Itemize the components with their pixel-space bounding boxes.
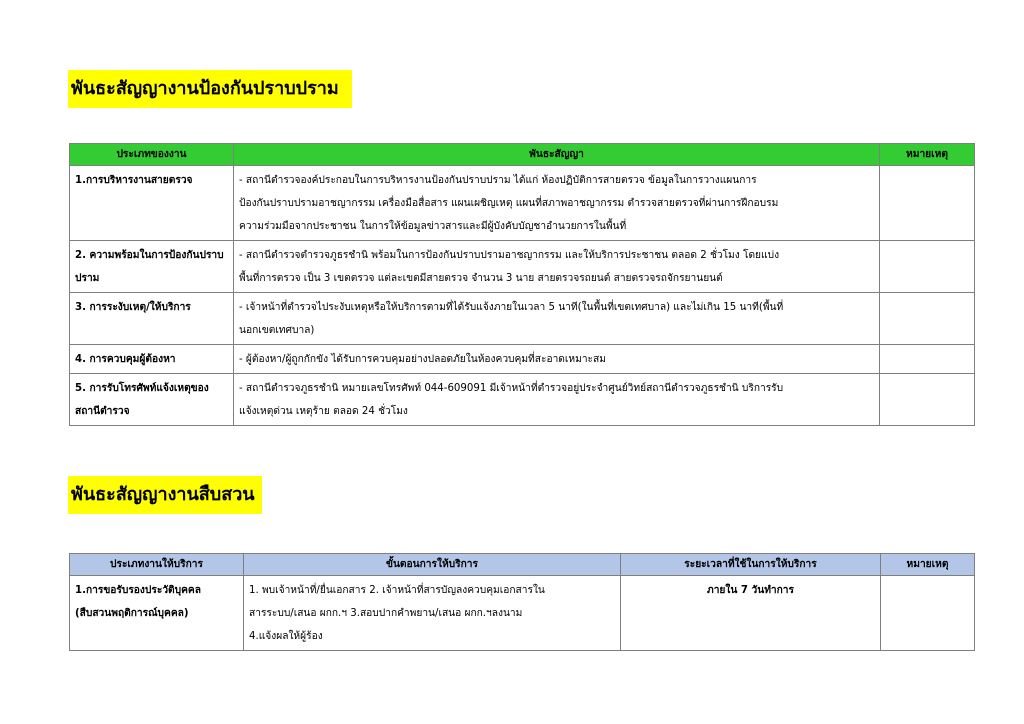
- section-title-investigation: พันธะสัญญางานสืบสวน: [68, 476, 262, 514]
- column-header-remark: หมายเหตุ: [880, 144, 975, 166]
- steps-line: 4.แจ้งผลให้ผู้ร้อง: [249, 631, 323, 642]
- row-commitment-cell: [234, 374, 880, 426]
- commitment-line: - ผู้ต้องหา/ผู้ถูกกักขัง ได้รับการควบคุมอย่างปลอดภัยในห้องควบคุมที่สะอาดเหมาะสม: [239, 354, 606, 365]
- table-header-row: [70, 554, 975, 576]
- row-remark-cell: [881, 576, 975, 651]
- row-commitment-cell: [234, 166, 880, 241]
- crime-prevention-commitment-table: [69, 143, 975, 426]
- section-title-crime-prevention: พันธะสัญญางานป้องกันปราบปราม: [68, 70, 352, 108]
- row-remark-cell: [880, 345, 975, 374]
- commitment-line: - สถานีตำรวจองค์ประกอบในการบริหารงานป้องกันปราบปราม ได้แก่ ห้องปฏิบัติการสายตรวจ ข้อมูลในการวางแผนการ: [239, 175, 757, 186]
- commitment-line: นอกเขตเทศบาล): [239, 325, 315, 336]
- commitment-line: - สถานีตำรวจตำรวจภูธรชำนิ พร้อมในการป้องกันปราบปรามอาชญากรรม และให้บริการประชาชน ตลอด 2 ชั่วโมง โดยแบ่ง: [239, 250, 780, 261]
- table-header-row: [70, 144, 975, 166]
- column-header-service-type: ประเภทงานให้บริการ: [70, 554, 244, 576]
- row-commitment-cell: [234, 241, 880, 293]
- column-header-steps: ขั้นตอนการให้บริการ: [244, 554, 621, 576]
- steps-line: สารระบบ/เสนอ ผกก.ฯ 3.สอบปากคำพยาน/เสนอ ผกก.ฯลงนาม: [249, 608, 523, 619]
- row-type-cell: 1.การบริหารงานสายตรวจ: [70, 166, 234, 241]
- table-row: [70, 293, 975, 345]
- column-header-time: ระยะเวลาที่ใช้ในการให้บริการ: [621, 554, 881, 576]
- row-steps-cell: [244, 576, 621, 651]
- row-commitment-cell: [234, 293, 880, 345]
- table-row: [70, 374, 975, 426]
- commitment-line: - เจ้าหน้าที่ตำรวจไประงับเหตุหรือให้บริการตามที่ได้รับแจ้งภายในเวลา 5 นาที(ในพื้นที่เขตเทศบาล) และไม่เกิน 15 นาที(พื้นที่: [239, 302, 784, 313]
- row-time-cell: ภายใน 7 วันทำการ: [621, 576, 881, 651]
- commitment-line: - สถานีตำรวจภูธรชำนิ หมายเลขโทรศัพท์ 044-609091 มีเจ้าหน้าที่ตำรวจอยู่ประจำศูนย์วิทย์สถานีตำรวจภูธรชำนิ บริการรับ: [239, 383, 784, 394]
- commitment-line: แจ้งเหตุด่วน เหตุร้าย ตลอด 24 ชั่วโมง: [239, 406, 408, 417]
- commitment-line: พื้นที่การตรวจ เป็น 3 เขตตรวจ แต่ละเขตมีสายตรวจ จำนวน 3 นาย สายตรวจรถยนต์ สายตรวจรถจักรยานยนต์: [239, 273, 723, 284]
- column-header-commitment: พันธะสัญญา: [234, 144, 880, 166]
- row-type-cell: 3. การระงับเหตุ/ให้บริการ: [70, 293, 234, 345]
- table-row: [70, 345, 975, 374]
- row-type-cell: 4. การควบคุมผู้ต้องหา: [70, 345, 234, 374]
- column-header-type: ประเภทของงาน: [70, 144, 234, 166]
- commitment-line: ป้องกันปราบปรามอาชญากรรม เครื่องมือสื่อสาร แผนเผชิญเหตุ แผนที่สภาพอาชญากรรม ตำรวจสายตรวจที่ผ่านการฝึกอบรม: [239, 198, 779, 209]
- investigation-commitment-table: [69, 553, 975, 651]
- row-type-cell: 2. ความพร้อมในการป้องกันปราบปราม: [70, 241, 234, 293]
- commitment-line: ความร่วมมือจากประชาชน ในการให้ข้อมูลข่าวสารและมีผู้บังคับบัญชาอำนวยการในพื้นที่: [239, 221, 627, 232]
- row-remark-cell: [880, 241, 975, 293]
- row-remark-cell: [880, 374, 975, 426]
- table-row: [70, 166, 975, 241]
- row-type-cell: 1.การขอรับรองประวัติบุคคล (สืบสวนพฤติการณ์บุคคล): [70, 576, 244, 651]
- table-row: [70, 241, 975, 293]
- row-remark-cell: [880, 293, 975, 345]
- column-header-remark: หมายเหตุ: [881, 554, 975, 576]
- row-remark-cell: [880, 166, 975, 241]
- row-commitment-cell: [234, 345, 880, 374]
- steps-line: 1. พบเจ้าหน้าที่/ยื่นเอกสาร 2. เจ้าหน้าที่สารบัญลงควบคุมเอกสารใน: [249, 585, 545, 596]
- table-row: [70, 576, 975, 651]
- row-type-cell: 5. การรับโทรศัพท์แจ้งเหตุของสถานีตำรวจ: [70, 374, 234, 426]
